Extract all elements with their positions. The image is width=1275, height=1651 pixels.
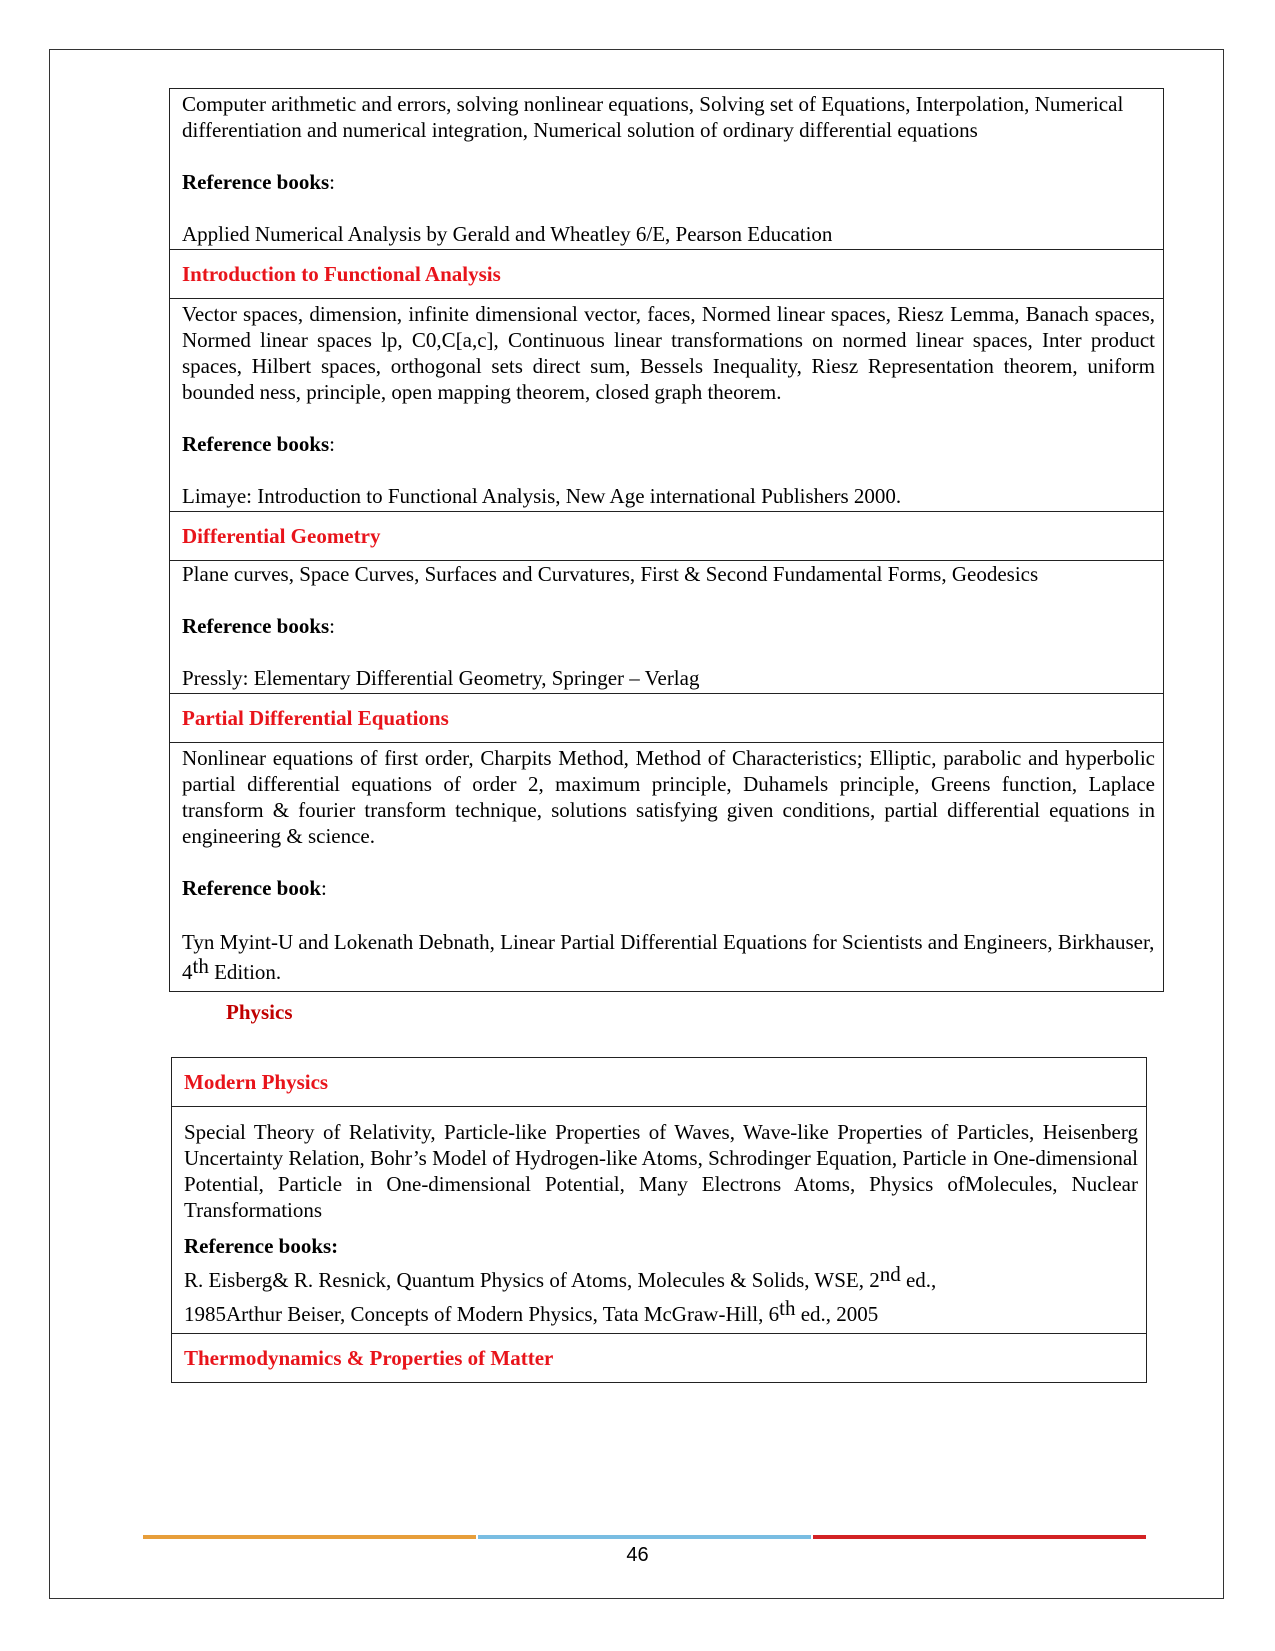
section-heading-functional-analysis: Introduction to Functional Analysis: [182, 261, 501, 286]
superscript: th: [779, 1296, 796, 1320]
reference-entry: [182, 927, 1155, 987]
pde-cell: Nonlinear equations of first order, Charpits Method, Method of Characteristics; Elliptic, parabolic and hyperbolic partial differential equations of order 2, maximum principle, Duhamels principle, Greens function, Laplace transform & fourier transform technique, solutions satisfying given conditions, partial differential equations in engineering & science. Reference book: Tyn Myint-U and Lokenath Debnath, Linear Partial Differential Equations for Scientists and Engineers, Birkhauser, 4th Edition.: [170, 743, 1164, 992]
reference-label: Reference books: [182, 614, 330, 638]
reference-entry: [184, 1296, 1138, 1329]
physics-courses-table: [171, 1057, 1147, 1383]
reference-label: Reference books:: [184, 1234, 339, 1258]
functional-analysis-row: [170, 299, 1164, 512]
differential-geometry-heading-row: [170, 512, 1164, 561]
section-heading-modern-physics: Modern Physics: [184, 1069, 329, 1094]
reference-label: Reference book: [182, 876, 321, 900]
reference-label: Reference books: [182, 432, 330, 456]
modern-physics-cell: [172, 1107, 1147, 1334]
math-courses-table: [169, 88, 1164, 992]
footer-line-orange: [143, 1535, 476, 1539]
footer-line-blue: [478, 1535, 811, 1539]
reference-entry: Limaye: Introduction to Functional Analysis, New Age international Publishers 2000.: [182, 484, 902, 508]
physics-heading: Physics: [226, 1000, 293, 1024]
reference-text: Edition.: [208, 960, 282, 984]
heading-cell: [172, 1058, 1147, 1107]
heading-cell: [170, 512, 1164, 561]
modern-physics-row: [172, 1107, 1147, 1334]
differential-geometry-row: [170, 561, 1164, 694]
functional-analysis-heading-row: [170, 250, 1164, 299]
heading-cell: [172, 1334, 1147, 1383]
reference-entry: Pressly: Elementary Differential Geometry, Springer – Verlag: [182, 666, 700, 690]
pde-row: [170, 743, 1164, 992]
reference-text: Tyn Myint-U and Lokenath Debnath, Linear Partial Differential Equations for Scientists and Engineers, Birkhauser, 4: [182, 930, 1155, 984]
footer-line-red: [813, 1535, 1146, 1539]
heading-cell: [170, 250, 1164, 299]
differential-geometry-cell: Plane curves, Space Curves, Surfaces and Curvatures, First & Second Fundamental Forms, Geodesics Reference books: Pressly: Elementary Differential Geometry, Springer – Verlag: [170, 561, 1164, 694]
page-number: 46: [626, 1544, 649, 1566]
pde-content: Nonlinear equations of first order, Charpits Method, Method of Characteristics; Elliptic, parabolic and hyperbolic partial differential equations of order 2, maximum principle, Duhamels principle, Greens function, Laplace transform & fourier transform technique, solutions satisfying given conditions, partial differential equations in engineering & science.: [182, 746, 1155, 848]
numerical-analysis-content: Computer arithmetic and errors, solving nonlinear equations, Solving set of Equations, Interpolation, Numerical differentiation and numerical integration, Numerical solution of ordinary differential equations: [182, 92, 1124, 142]
reference-entry: Applied Numerical Analysis by Gerald and Wheatley 6/E, Pearson Education: [182, 222, 833, 246]
section-heading-thermodynamics: Thermodynamics & Properties of Matter: [184, 1345, 554, 1370]
thermodynamics-heading-row: [172, 1334, 1147, 1383]
reference-text: ed.,: [900, 1268, 937, 1292]
superscript: th: [192, 954, 209, 978]
functional-analysis-cell: Vector spaces, dimension, infinite dimensional vector, faces, Normed linear spaces, Riesz Lemma, Banach spaces, Normed linear spaces lp, C0,C[a,c], Continuous linear transformations on normed linear spaces, Inter product spaces, Hilbert spaces, orthogonal sets direct sum, Bessels Inequality, Riesz Representation theorem, uniform bounded ness, principle, open mapping theorem, closed graph theorem. Reference books: Limaye: Introduction to Functional Analysis, New Age international Publishers 2000.: [170, 299, 1164, 512]
superscript: nd: [879, 1262, 901, 1286]
section-heading-differential-geometry: Differential Geometry: [182, 523, 381, 548]
reference-entry: [184, 1262, 1138, 1295]
pde-heading-row: [170, 694, 1164, 743]
heading-cell: [170, 694, 1164, 743]
reference-text: R. Eisberg& R. Resnick, Quantum Physics of Atoms, Molecules & Solids, WSE, 2: [184, 1268, 880, 1292]
numerical-analysis-row: [170, 89, 1164, 250]
functional-analysis-content: Vector spaces, dimension, infinite dimensional vector, faces, Normed linear spaces, Riesz Lemma, Banach spaces, Normed linear spaces lp, C0,C[a,c], Continuous linear transformations on normed linear spaces, Inter product spaces, Hilbert spaces, orthogonal sets direct sum, Bessels Inequality, Riesz Representation theorem, uniform bounded ness, principle, open mapping theorem, closed graph theorem.: [182, 302, 1155, 404]
reference-text: 1985Arthur Beiser, Concepts of Modern Physics, Tata McGraw-Hill, 6: [184, 1302, 780, 1326]
reference-label: Reference books: [182, 170, 330, 194]
modern-physics-content: Special Theory of Relativity, Particle-like Properties of Waves, Wave-like Properties of Particles, Heisenberg Uncertainty Relation, Bohr’s Model of Hydrogen-like Atoms, Schrodinger Equation, Particle in One-dimensional Potential, Particle in One-dimensional Potential, Many Electrons Atoms, Physics ofMolecules, Nuclear Transformations: [184, 1120, 1138, 1222]
differential-geometry-content: Plane curves, Space Curves, Surfaces and Curvatures, First & Second Fundamental Forms, Geodesics: [182, 562, 1039, 586]
modern-physics-heading-row: [172, 1058, 1147, 1107]
section-heading-pde: Partial Differential Equations: [182, 705, 449, 730]
numerical-analysis-cell: Computer arithmetic and errors, solving nonlinear equations, Solving set of Equations, Interpolation, Numerical differentiation and numerical integration, Numerical solution of ordinary differential equations Reference books: Applied Numerical Analysis by Gerald and Wheatley 6/E, Pearson Education: [170, 89, 1164, 250]
reference-text: ed., 2005: [795, 1302, 879, 1326]
